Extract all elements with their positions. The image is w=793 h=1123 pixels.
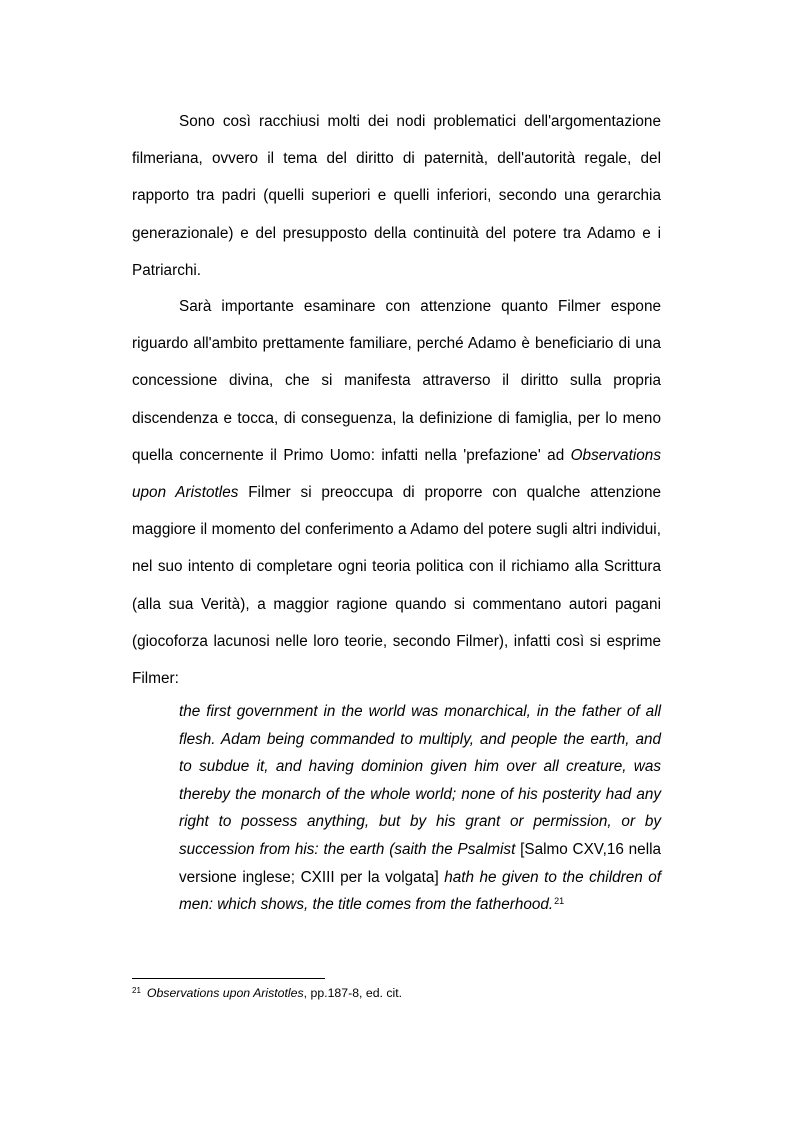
quote-italic-text: the first government in the world was monarchical, in the father of all flesh. Adam being commanded to multiply, and people the earth, and to subdue it, and having dominion given him over all creature, was thereby the monarch of the whole world; none of his posterity had any right to possess anything, but by his grant or permission, or by succession from his: the earth (saith the Psalmist bbox=[179, 703, 661, 858]
body-paragraph-2 bbox=[132, 288, 661, 697]
block-quotation bbox=[179, 698, 661, 919]
footnote-reference[interactable]: 21 bbox=[554, 896, 565, 907]
work-title-italic: Observations upon Aristotles bbox=[132, 446, 661, 502]
footnote-citation: , pp.187-8, ed. cit. bbox=[303, 986, 403, 1000]
footnote-number: 21 bbox=[132, 986, 141, 995]
footnote bbox=[132, 984, 661, 1002]
quote-bracket-note: [Salmo CXV,16 nella versione inglese; CXIII per la volgata] bbox=[179, 840, 661, 886]
quote-italic-end: hath he given to the children of men: which shows, the title comes from the fatherhood. bbox=[179, 868, 661, 914]
footnote-title: Observations upon Aristotles bbox=[146, 986, 304, 1000]
body-paragraph-1 bbox=[132, 103, 661, 289]
paragraph-2-text-end: Filmer si preoccupa di proporre con qualche attenzione maggiore il momento del conferimento a Adamo del potere sugli altri individui, nel suo intento di completare ogni teoria politica con il richiamo alla Scrittura (alla sua Verità), a maggior ragione quando si commentano autori pagani (giocoforza lacunosi nelle loro teorie, secondo Filmer), infatti così si esprime Filmer: bbox=[132, 484, 661, 688]
paragraph-2-text-start: Sarà importante esaminare con attenzione quanto Filmer espone riguardo all'ambito prettamente familiare, perché Adamo è beneficiario di una concessione divina, che si manifesta attraverso il diritto sulla propria discendenza e tocca, di conseguenza, la definizione di famiglia, per lo meno quella concernente il Primo Uomo: infatti nella 'prefazione' ad bbox=[132, 298, 661, 464]
footnote-separator bbox=[132, 978, 325, 979]
paragraph-1-text: Sono così racchiusi molti dei nodi problematici dell'argomentazione filmeriana, ovvero il tema del diritto di paternità, dell'autorità regale, del rapporto tra padri (quelli superiori e quelli inferiori, secondo una gerarchia generazionale) e del presupposto della continuità del potere tra Adamo e i Patriarchi. bbox=[132, 113, 661, 279]
